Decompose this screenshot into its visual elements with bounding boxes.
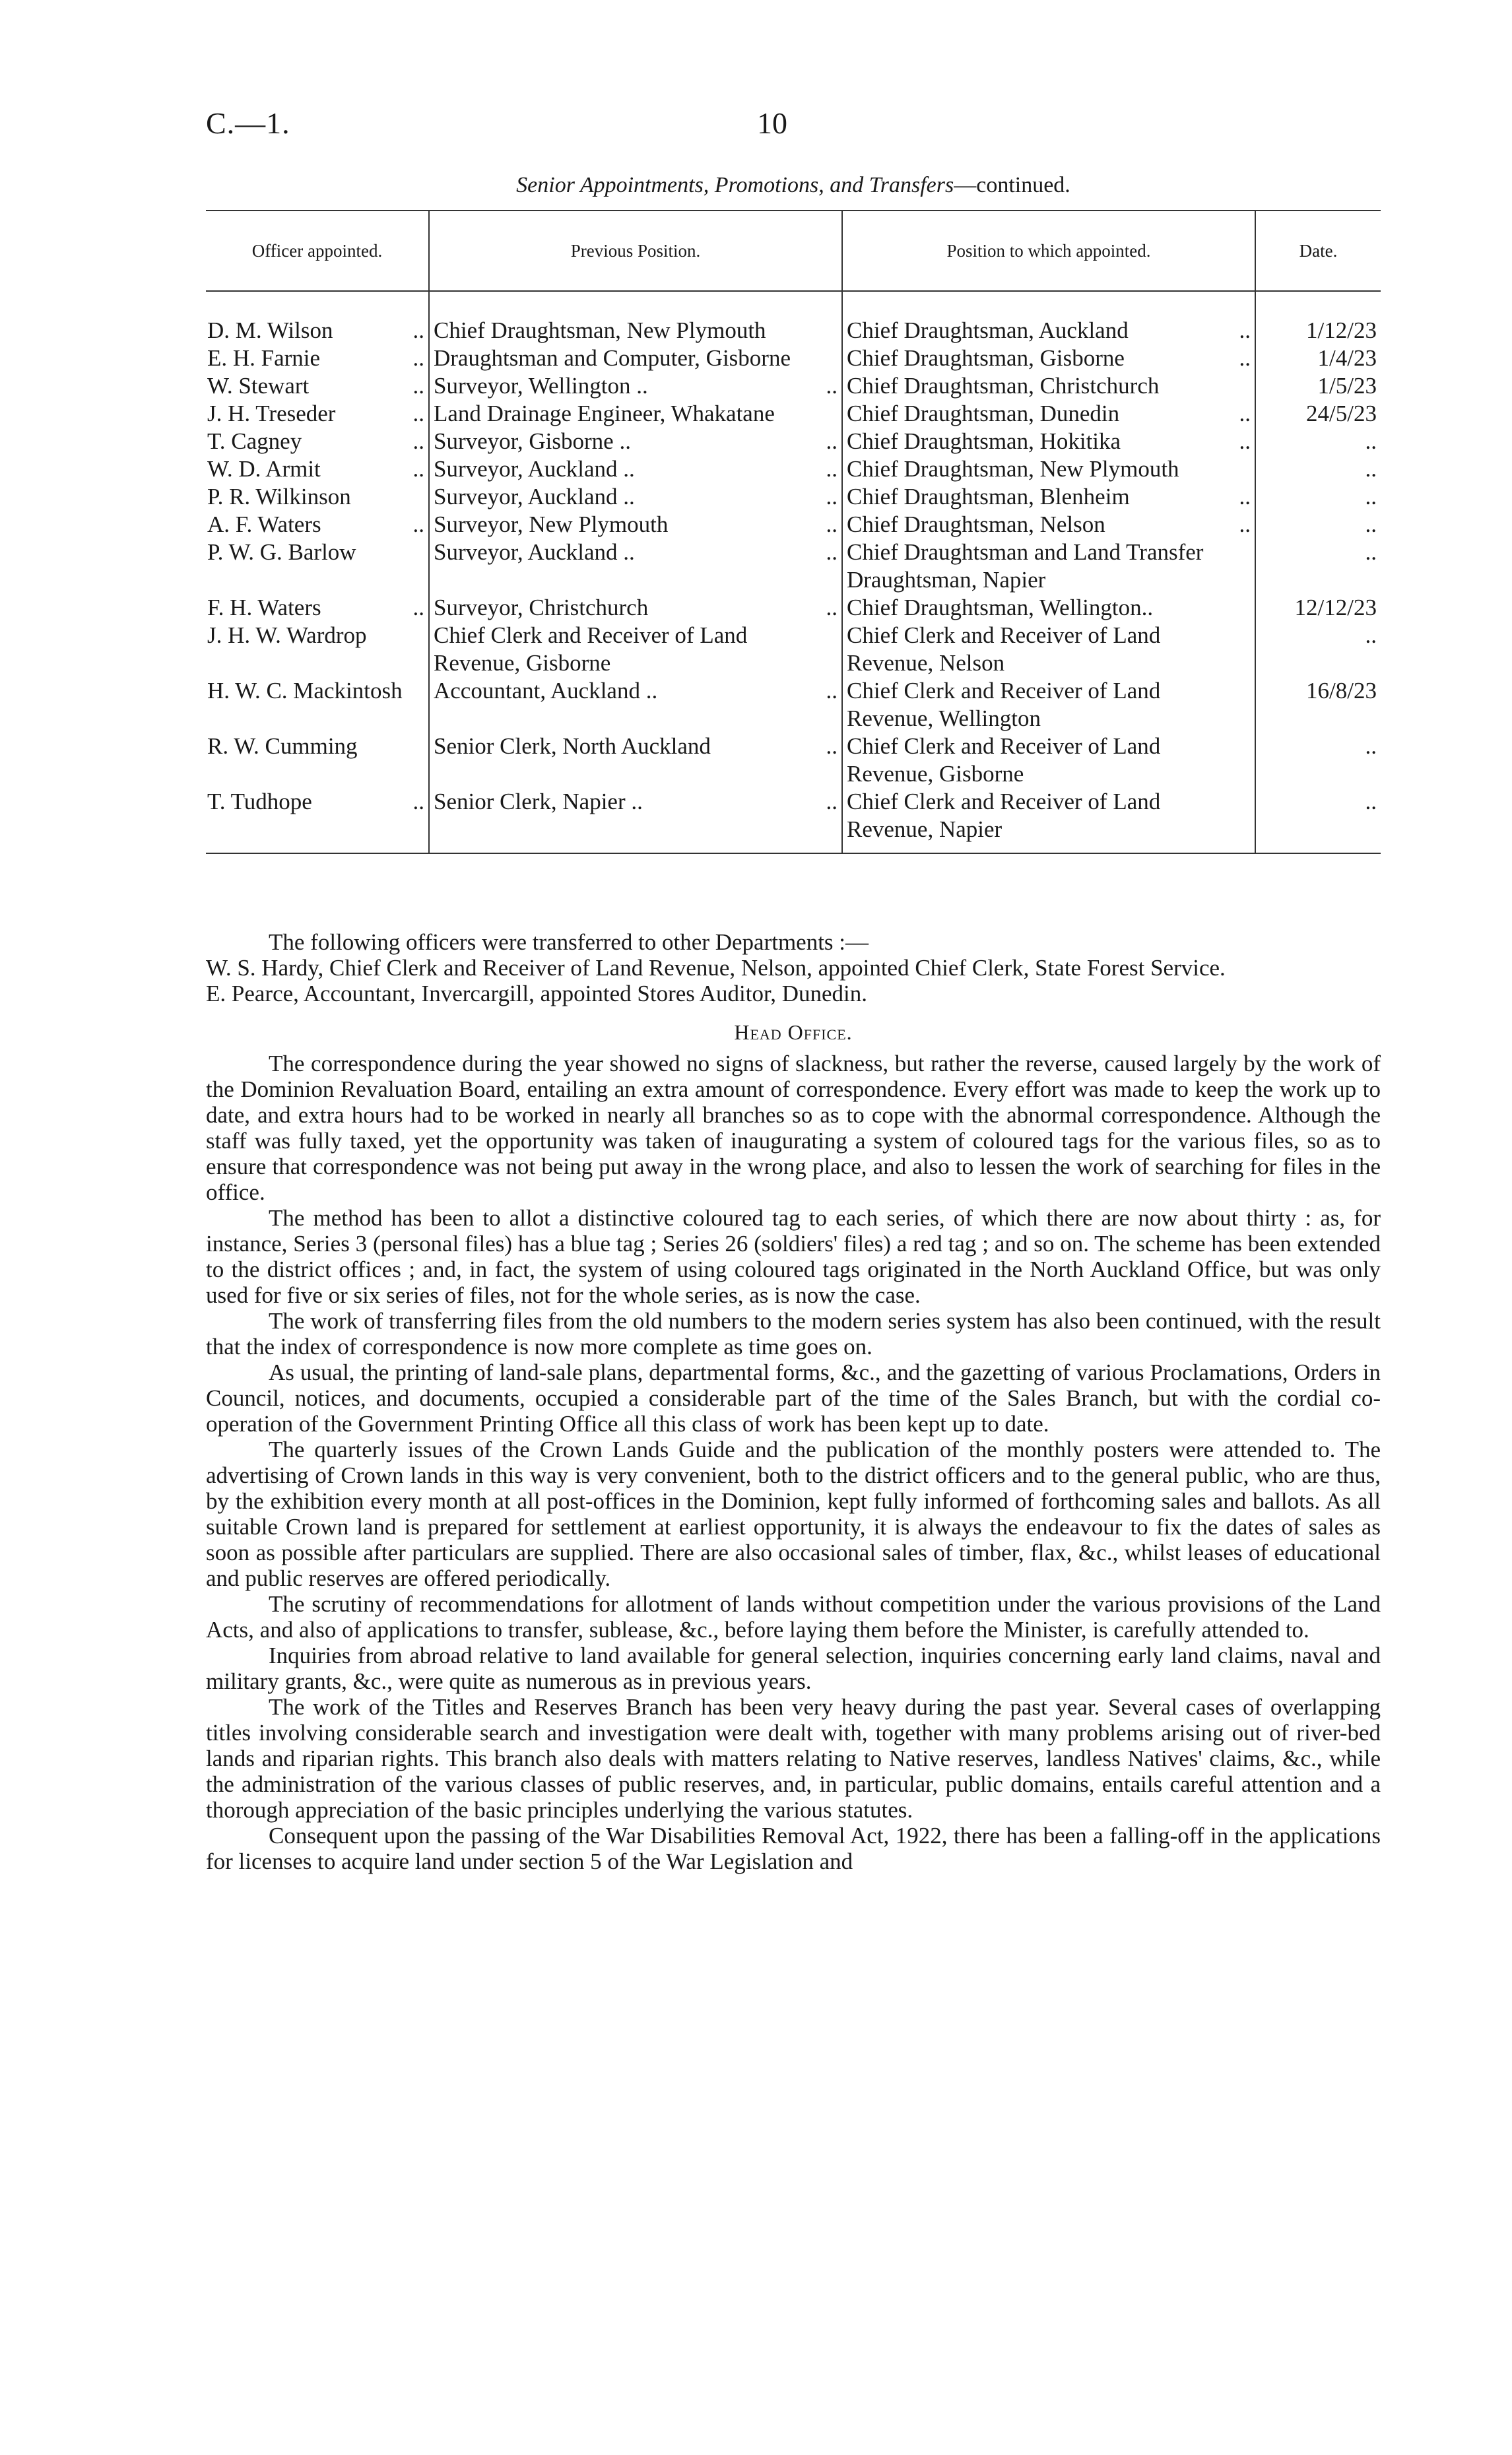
cell-previous-position-text: Land Drainage Engineer, Whakatane: [434, 401, 775, 426]
cell-previous-position-text: Surveyor, Auckland ..: [434, 484, 635, 509]
cell-new-position: [842, 372, 1255, 400]
cell-new-position: [842, 428, 1255, 455]
cell-officer-leader-dots: ..: [412, 401, 424, 426]
cell-previous-position-text: Surveyor, Gisborne ..: [434, 428, 631, 454]
cell-officer-text: T. Cagney: [207, 428, 302, 454]
cell-officer: [206, 372, 429, 400]
paragraph: The quarterly issues of the Crown Lands Guide and the publication of the monthly posters were attended to. The advertising of Crown lands in this way is very convenient, both to the district officers and to the general public, who are thus, by the exhibition every month at all post-offices in the Dominion, kept fully informed of forthcoming sales and ballots. As all suitable Crown land is prepared for settlement at earliest opportunity, it is always the endeavour to fix the dates of sales as soon as possible after particulars are supplied. There are also occasional sales of timber, flax, &c., whilst leases of educational and public reserves are offered periodically.: [206, 1437, 1381, 1591]
document-code: C.—1.: [206, 106, 290, 140]
cell-previous-position-text: Senior Clerk, Napier ..: [434, 789, 643, 814]
cell-previous-position-text: Chief Draughtsman, New Plymouth: [434, 317, 766, 343]
cell-date: ..: [1255, 455, 1381, 483]
cell-officer-leader-dots: ..: [412, 789, 424, 814]
cell-officer-text: H. W. C. Mackintosh: [207, 678, 403, 704]
page-header: [206, 106, 1381, 145]
cell-officer: [206, 344, 429, 372]
cell-date: ..: [1255, 511, 1381, 539]
cell-new-position-text: Chief Draughtsman, Dunedin: [847, 401, 1120, 426]
cell-new-position: [842, 677, 1255, 733]
cell-officer: [206, 594, 429, 622]
cell-date: 1/12/23: [1255, 317, 1381, 344]
cell-new-position-text: Chief Draughtsman, Christchurch: [847, 373, 1160, 399]
table-header-row: [206, 211, 1381, 291]
cell-new-position: [842, 733, 1255, 788]
cell-previous-position: [429, 483, 842, 511]
cell-previous-position-leader-dots: ..: [826, 373, 838, 399]
cell-officer: [206, 677, 429, 733]
table-caption: [206, 173, 1381, 198]
paragraph: The correspondence during the year showed no signs of slackness, but rather the reverse, caused largely by the work of the Dominion Revaluation Board, entailing an extra amount of correspondence. Every effort was made to keep the work up to date, and extra hours had to be worked in nearly all branches so as to cope with the abnormal correspondence. Although the staff was fully taxed, yet the opportunity was taken of inaugurating a system of coloured tags for the various files, so as to ensure that correspondence was not being put away in the wrong place, and also to lessen the work of searching for files in the office.: [206, 1051, 1381, 1205]
cell-previous-position: [429, 594, 842, 622]
cell-date: ..: [1255, 788, 1381, 853]
cell-new-position: [842, 511, 1255, 539]
cell-officer-text: P. R. Wilkinson: [207, 484, 351, 509]
cell-previous-position: [429, 344, 842, 372]
cell-officer-text: J. H. Treseder: [207, 401, 336, 426]
cell-date: 1/5/23: [1255, 372, 1381, 400]
cell-new-position: [842, 400, 1255, 428]
transfers-intro: The following officers were transferred to other Departments :—: [269, 929, 869, 955]
cell-officer-leader-dots: ..: [412, 456, 424, 482]
cell-previous-position: [429, 539, 842, 594]
cell-new-position-text: Chief Draughtsman and Land Transfer Draughtsman, Napier: [847, 539, 1204, 593]
cell-previous-position: [429, 677, 842, 733]
cell-new-position-text: Chief Draughtsman, New Plymouth: [847, 456, 1179, 482]
paragraph: Consequent upon the passing of the War Disabilities Removal Act, 1922, there has been a falling-off in the applications for licenses to acquire land under section 5 of the War Legislation and: [206, 1823, 1381, 1874]
cell-new-position-text: Chief Clerk and Receiver of Land Revenue, Wellington: [847, 678, 1161, 731]
cell-officer: [206, 455, 429, 483]
cell-previous-position-leader-dots: ..: [826, 678, 838, 704]
cell-date: 1/4/23: [1255, 344, 1381, 372]
cell-officer-text: E. H. Farnie: [207, 345, 321, 371]
cell-officer-leader-dots: ..: [412, 511, 424, 537]
cell-previous-position-leader-dots: ..: [826, 428, 838, 454]
cell-new-position: [842, 483, 1255, 511]
cell-previous-position-text: Surveyor, Christchurch: [434, 595, 649, 620]
section-heading-head-office: Head Office.: [734, 1020, 853, 1044]
cell-new-position-leader-dots: ..: [1239, 317, 1251, 343]
cell-date: ..: [1255, 483, 1381, 511]
cell-new-position-text: Chief Draughtsman, Blenheim: [847, 484, 1130, 509]
cell-officer-leader-dots: ..: [412, 373, 424, 399]
page-number: 10: [757, 106, 787, 140]
cell-new-position: [842, 317, 1255, 344]
transfer-item: E. Pearce, Accountant, Invercargill, appointed Stores Auditor, Dunedin.: [206, 981, 867, 1006]
cell-date: 16/8/23: [1255, 677, 1381, 733]
cell-new-position-text: Chief Clerk and Receiver of Land Revenue, Gisborne: [847, 733, 1161, 787]
cell-new-position-leader-dots: ..: [1239, 484, 1251, 509]
cell-previous-position-leader-dots: ..: [826, 484, 838, 509]
column-header-officer: Officer appointed.: [206, 211, 429, 291]
cell-previous-position: [429, 400, 842, 428]
cell-officer-leader-dots: ..: [412, 428, 424, 454]
cell-previous-position-leader-dots: ..: [826, 789, 838, 814]
cell-previous-position-text: Surveyor, Wellington ..: [434, 373, 648, 399]
cell-new-position: [842, 622, 1255, 677]
cell-previous-position: [429, 511, 842, 539]
cell-date: 24/5/23: [1255, 400, 1381, 428]
cell-officer: [206, 511, 429, 539]
cell-previous-position-leader-dots: ..: [826, 511, 838, 537]
cell-officer-text: F. H. Waters: [207, 595, 321, 620]
cell-officer: [206, 622, 429, 677]
cell-officer: [206, 483, 429, 511]
cell-officer-text: W. D. Armit: [207, 456, 321, 482]
table-body: [206, 291, 1381, 853]
table-row: [206, 788, 1381, 853]
table-row: [206, 372, 1381, 400]
table-row: [206, 511, 1381, 539]
cell-officer-text: J. H. W. Wardrop: [207, 622, 367, 648]
cell-new-position-text: Chief Clerk and Receiver of Land Revenue, Nelson: [847, 622, 1161, 676]
cell-previous-position-leader-dots: ..: [826, 733, 838, 759]
cell-previous-position: [429, 428, 842, 455]
table-caption-title: Senior Appointments, Promotions, and Transfers: [516, 173, 954, 197]
cell-date: ..: [1255, 733, 1381, 788]
cell-officer-text: A. F. Waters: [207, 511, 321, 537]
column-header-date: Date.: [1255, 211, 1381, 291]
appointments-table: [206, 210, 1381, 854]
cell-new-position-leader-dots: ..: [1239, 511, 1251, 537]
cell-officer-text: W. Stewart: [207, 373, 310, 399]
cell-new-position-text: Chief Draughtsman, Gisborne: [847, 345, 1125, 371]
cell-previous-position-text: Accountant, Auckland ..: [434, 678, 658, 704]
cell-previous-position-text: Chief Clerk and Receiver of Land Revenue, Gisborne: [434, 622, 748, 676]
table-row: [206, 594, 1381, 622]
cell-previous-position-leader-dots: ..: [826, 456, 838, 482]
cell-officer-text: T. Tudhope: [207, 789, 312, 814]
cell-new-position: [842, 539, 1255, 594]
cell-officer: [206, 539, 429, 594]
paragraph: The method has been to allot a distinctive coloured tag to each series, of which there are now about thirty : as, for instance, Series 3 (personal files) has a blue tag ; Series 26 (soldiers' files) a red tag ; and so on. The scheme has been extended to the district offices ; and, in fact, the system of using coloured tags originated in the North Auckland Office, but was only used for five or six series of files, not for the whole series, as is now the case.: [206, 1205, 1381, 1308]
cell-date: 12/12/23: [1255, 594, 1381, 622]
cell-previous-position-text: Surveyor, Auckland ..: [434, 539, 635, 565]
cell-previous-position: [429, 455, 842, 483]
cell-date: ..: [1255, 622, 1381, 677]
cell-previous-position-leader-dots: ..: [826, 539, 838, 565]
table-row: [206, 455, 1381, 483]
cell-officer-leader-dots: ..: [412, 595, 424, 620]
column-header-previous: Previous Position.: [429, 211, 842, 291]
cell-previous-position: [429, 622, 842, 677]
table-row: [206, 677, 1381, 733]
cell-officer-text: P. W. G. Barlow: [207, 539, 356, 565]
cell-officer: [206, 428, 429, 455]
cell-officer: [206, 733, 429, 788]
paragraph: The scrutiny of recommendations for allotment of lands without competition under the various provisions of the Land Acts, and also of applications to transfer, sublease, &c., before laying them before the Minister, is carefully attended to.: [206, 1591, 1381, 1643]
cell-new-position: [842, 594, 1255, 622]
cell-date: ..: [1255, 428, 1381, 455]
cell-new-position: [842, 455, 1255, 483]
cell-officer: [206, 317, 429, 344]
cell-previous-position: [429, 788, 842, 853]
transfer-item: W. S. Hardy, Chief Clerk and Receiver of Land Revenue, Nelson, appointed Chief Clerk, State Forest Service.: [206, 955, 1226, 981]
table-row: [206, 400, 1381, 428]
cell-new-position-text: Chief Draughtsman, Nelson: [847, 511, 1105, 537]
cell-previous-position-text: Surveyor, New Plymouth: [434, 511, 669, 537]
table-row: [206, 317, 1381, 344]
table-row: [206, 539, 1381, 594]
table-row: [206, 483, 1381, 511]
column-header-position: Position to which appointed.: [842, 211, 1255, 291]
paragraph: The work of the Titles and Reserves Branch has been very heavy during the past year. Several cases of overlapping titles involving considerable search and investigation were dealt with, together with many problems arising out of river-bed lands and riparian rights. This branch also deals with matters relating to Native reserves, landless Natives' claims, &c., while the administration of the various classes of public reserves, and, in particular, public domains, entails careful attention and a thorough appreciation of the basic principles underlying the various statutes.: [206, 1694, 1381, 1823]
cell-previous-position-leader-dots: ..: [826, 595, 838, 620]
cell-new-position-text: Chief Draughtsman, Wellington..: [847, 595, 1154, 620]
cell-previous-position-text: Surveyor, Auckland ..: [434, 456, 635, 482]
cell-new-position: [842, 344, 1255, 372]
paragraph: Inquiries from abroad relative to land available for general selection, inquiries concerning early land claims, naval and military grants, &c., were quite as numerous as in previous years.: [206, 1643, 1381, 1694]
cell-officer: [206, 788, 429, 853]
table-row: [206, 622, 1381, 677]
cell-previous-position: [429, 733, 842, 788]
cell-previous-position: [429, 317, 842, 344]
cell-new-position-text: Chief Clerk and Receiver of Land Revenue, Napier: [847, 789, 1161, 842]
cell-new-position: [842, 788, 1255, 853]
table-spacer-row: [206, 291, 1381, 317]
cell-previous-position: [429, 372, 842, 400]
cell-new-position-text: Chief Draughtsman, Auckland: [847, 317, 1129, 343]
table-row: [206, 344, 1381, 372]
cell-officer-text: R. W. Cumming: [207, 733, 358, 759]
paragraph: As usual, the printing of land-sale plans, departmental forms, &c., and the gazetting of various Proclamations, Orders in Council, notices, and documents, occupied a considerable part of the time of the Sales Branch, but with the cordial co-operation of the Government Printing Office all this class of work has been kept up to date.: [206, 1359, 1381, 1437]
cell-officer-leader-dots: ..: [412, 345, 424, 371]
body-text: [206, 929, 1381, 1874]
cell-new-position-leader-dots: ..: [1239, 345, 1251, 371]
cell-date: ..: [1255, 539, 1381, 594]
table-row: [206, 428, 1381, 455]
table-caption-suffix: —continued.: [954, 173, 1070, 197]
cell-new-position-leader-dots: ..: [1239, 428, 1251, 454]
cell-new-position-leader-dots: ..: [1239, 401, 1251, 426]
cell-previous-position-text: Senior Clerk, North Auckland: [434, 733, 711, 759]
paragraph: The work of transferring files from the old numbers to the modern series system has also been continued, with the result that the index of correspondence is now more complete as time goes on.: [206, 1308, 1381, 1359]
cell-previous-position-text: Draughtsman and Computer, Gisborne: [434, 345, 791, 371]
cell-officer-text: D. M. Wilson: [207, 317, 333, 343]
cell-new-position-text: Chief Draughtsman, Hokitika: [847, 428, 1121, 454]
table-row: [206, 733, 1381, 788]
cell-officer-leader-dots: ..: [412, 317, 424, 343]
cell-officer: [206, 400, 429, 428]
